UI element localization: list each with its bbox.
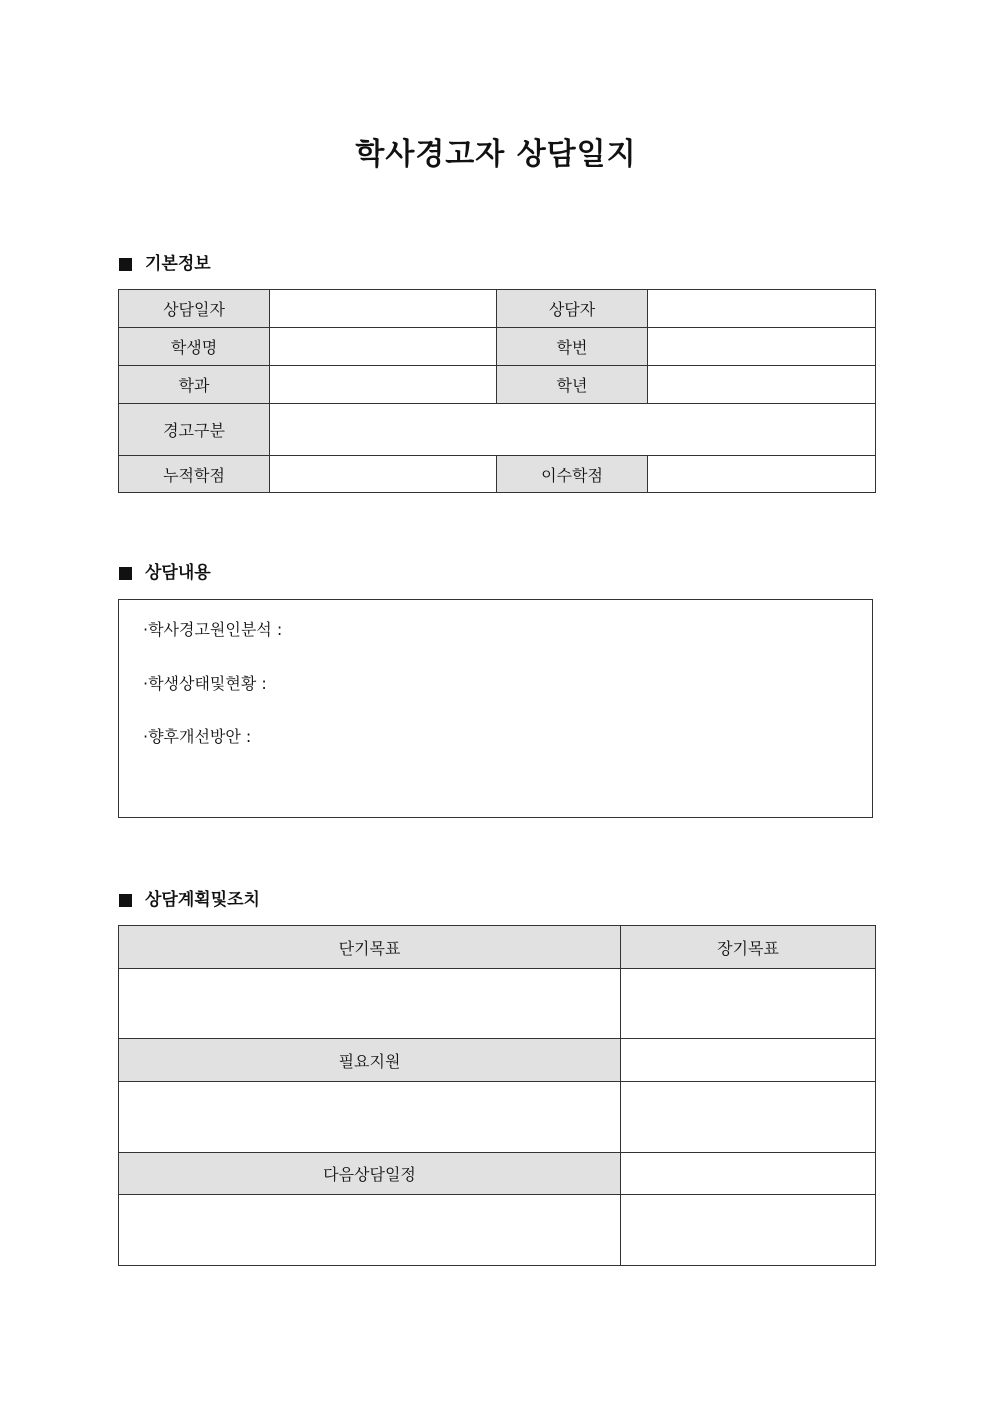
square-bullet-icon bbox=[119, 894, 132, 907]
label-next-counsel-schedule: 다음상담일정 bbox=[119, 1153, 621, 1195]
label-grade: 학년 bbox=[497, 366, 648, 404]
section-heading-content-label: 상담내용 bbox=[145, 563, 211, 583]
field-department[interactable] bbox=[270, 366, 497, 404]
label-student-name: 학생명 bbox=[119, 328, 270, 366]
label-long-term-goal: 장기목표 bbox=[621, 926, 876, 969]
label-department: 학과 bbox=[119, 366, 270, 404]
field-counsel-date[interactable] bbox=[270, 290, 497, 328]
field-short-term-goal[interactable] bbox=[119, 969, 621, 1039]
field-warning-type[interactable] bbox=[270, 404, 876, 456]
label-completed-credits: 이수학점 bbox=[497, 456, 648, 493]
basic-info-table bbox=[118, 289, 876, 493]
field-student-name[interactable] bbox=[270, 328, 497, 366]
section-heading-content bbox=[119, 561, 211, 585]
field-completed-credits[interactable] bbox=[648, 456, 876, 493]
field-required-support-side[interactable] bbox=[621, 1039, 876, 1082]
content-line-improvement-plan: ·향후개선방안 : bbox=[143, 727, 252, 746]
label-cumulative-credits: 누적학점 bbox=[119, 456, 270, 493]
label-short-term-goal: 단기목표 bbox=[119, 926, 621, 969]
counsel-plan-table bbox=[118, 925, 876, 1266]
content-line-student-status: ·학생상태및현황 : bbox=[143, 674, 267, 693]
section-heading-basic bbox=[119, 252, 211, 276]
label-counselor: 상담자 bbox=[497, 290, 648, 328]
page-title: 학사경고자 상담일지 bbox=[355, 137, 637, 172]
field-next-counsel-side[interactable] bbox=[621, 1153, 876, 1195]
square-bullet-icon bbox=[119, 567, 132, 580]
label-student-id: 학번 bbox=[497, 328, 648, 366]
field-student-id[interactable] bbox=[648, 328, 876, 366]
section-heading-plan-label: 상담계획및조치 bbox=[145, 890, 260, 910]
field-cumulative-credits[interactable] bbox=[270, 456, 497, 493]
label-counsel-date: 상담일자 bbox=[119, 290, 270, 328]
label-required-support: 필요지원 bbox=[119, 1039, 621, 1082]
counsel-content-box[interactable] bbox=[118, 599, 873, 818]
field-next-counsel-extra[interactable] bbox=[621, 1195, 876, 1266]
square-bullet-icon bbox=[119, 258, 132, 271]
content-line-cause-analysis: ·학사경고원인분석 : bbox=[143, 620, 283, 639]
field-long-term-goal[interactable] bbox=[621, 969, 876, 1039]
field-next-counsel-schedule[interactable] bbox=[119, 1195, 621, 1266]
label-warning-type: 경고구분 bbox=[119, 404, 270, 456]
section-heading-plan bbox=[119, 888, 260, 912]
section-heading-basic-label: 기본정보 bbox=[145, 254, 211, 274]
field-counselor[interactable] bbox=[648, 290, 876, 328]
field-required-support[interactable] bbox=[119, 1082, 621, 1153]
field-required-support-extra[interactable] bbox=[621, 1082, 876, 1153]
field-grade[interactable] bbox=[648, 366, 876, 404]
